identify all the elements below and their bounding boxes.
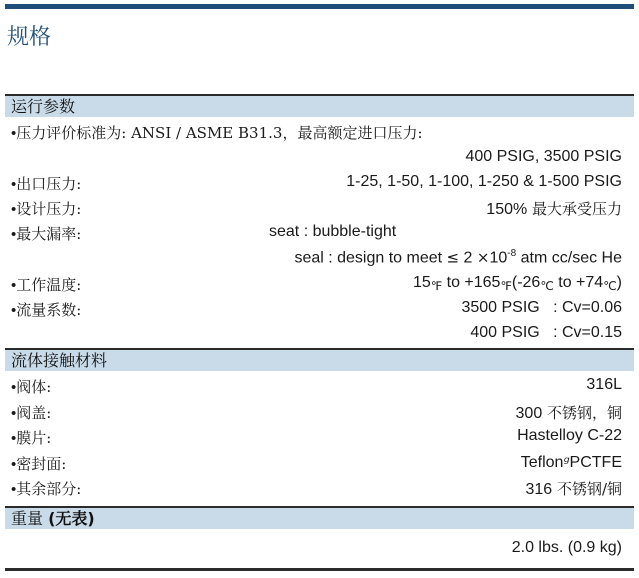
row-other: [5, 476, 634, 501]
row-outlet-pressure: [5, 171, 634, 196]
row-label: •其余部分:: [11, 480, 82, 498]
section-header-wetted: 流体接触材料: [5, 348, 634, 371]
row-value: 2.0 lbs. (0.9 kg): [511, 539, 622, 556]
leak-seat: seat : bubble-tight: [269, 223, 397, 240]
row-flow-coef-2: [5, 322, 634, 347]
row-label: •设计压力:: [11, 200, 82, 218]
row-bonnet: [5, 400, 634, 425]
row-value: 300 不锈钢，铜: [515, 404, 622, 422]
row-value: Hastelloy C-22: [517, 427, 622, 444]
flow-coef-line2: 400 PSIG : Cv=0.15: [470, 324, 622, 341]
row-leak-seal: [5, 246, 634, 271]
row-label: •压力评价标准为: ANSI / ASME B31.3，最高额定进口压力:: [11, 124, 423, 142]
row-value: 150% 最大承受压力: [486, 200, 622, 218]
row-label: •密封面:: [11, 455, 67, 473]
row-value: 316L: [586, 376, 622, 393]
page-title: 规格: [7, 25, 52, 50]
row-label: •阀盖:: [11, 404, 52, 422]
row-leak-rate: [5, 221, 634, 246]
row-value: 400 PSIG, 3500 PSIG: [465, 148, 622, 165]
section-header-weight: 重量 (无表): [5, 506, 634, 529]
row-label: •膜片:: [11, 429, 52, 447]
row-label: •出口压力:: [11, 175, 82, 193]
row-weight: [5, 537, 634, 562]
leak-seal: seal : design to meet ≤ $2 \times 10^{-8}$ atm cc/sec He: [294, 248, 622, 267]
section-header-operating: 运行参数: [5, 94, 634, 117]
row-label: •阀体:: [11, 378, 52, 396]
row-label: •工作温度:: [11, 276, 82, 294]
row-body: [5, 374, 634, 399]
row-seal: [5, 451, 634, 476]
row-value: TeflonᵍPCTFE: [520, 453, 622, 471]
row-value: 1-25, 1-50, 1-100, 1-250 & 1-500 PSIG: [346, 173, 622, 190]
row-design-pressure: [5, 196, 634, 221]
row-flow-coef: [5, 297, 634, 322]
row-temperature: [5, 272, 634, 297]
row-label: •最大漏率:: [11, 225, 82, 243]
row-pressure-rating: [5, 120, 634, 145]
row-diaphragm: [5, 425, 634, 450]
flow-coef-line1: 3500 PSIG : Cv=0.06: [461, 299, 622, 316]
bottom-rule: [5, 568, 634, 571]
top-rule: [5, 4, 634, 9]
row-label: •流量系数:: [11, 301, 82, 319]
row-value: 316 不锈钢/铜: [525, 480, 622, 498]
row-value: 15℉ to +165℉(-26℃ to +74℃): [412, 274, 622, 293]
row-pressure-rating-value: [5, 146, 634, 171]
